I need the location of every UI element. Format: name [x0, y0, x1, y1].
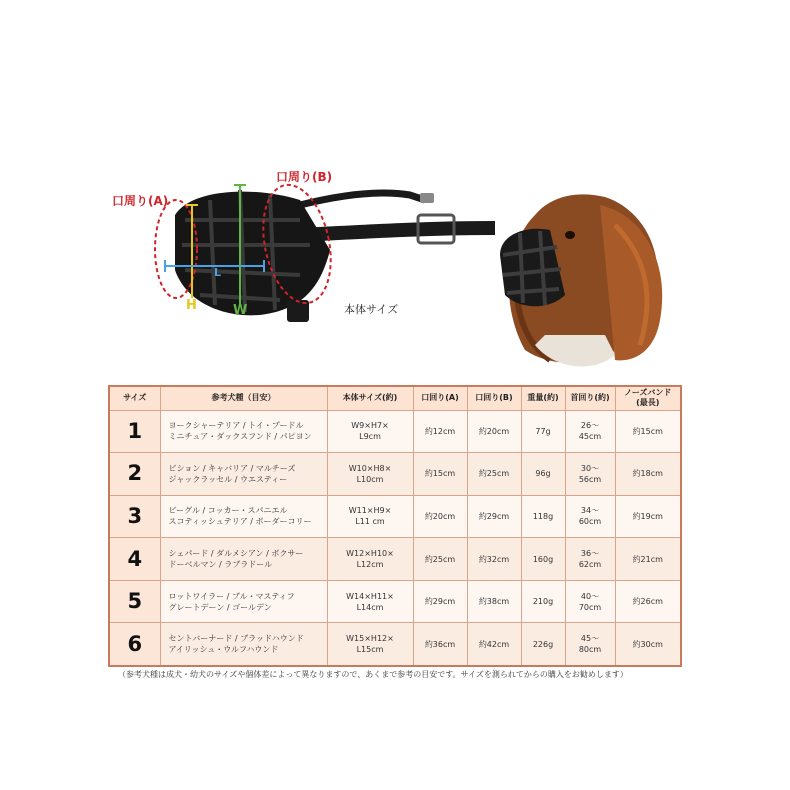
size-table: [108, 385, 682, 667]
table-row: [109, 580, 681, 623]
body-size-cell: W12×H10× L12cm: [327, 538, 413, 581]
breed-cell: [160, 410, 327, 453]
header-body-size: 本体サイズ(約): [327, 386, 413, 410]
breed-cell: [160, 538, 327, 581]
mouth-b-cell: 約38cm: [467, 580, 521, 623]
w-dimension-label: W: [233, 303, 248, 318]
neck-cell: 45～ 80cm: [565, 623, 615, 666]
header-mouth-b: 口回り(B): [467, 386, 521, 410]
breed-line: シェパード / ダルメシアン / ボクサー: [168, 549, 304, 559]
breed-cell: [160, 580, 327, 623]
size-number: 5: [109, 580, 160, 623]
breed-line: ロットワイラー / ブル・マスティフ: [168, 591, 295, 601]
neck-cell: 40～ 70cm: [565, 580, 615, 623]
mouth-a-label: 口周り(A): [112, 194, 169, 208]
body-size-cell: W9×H7× L9cm: [327, 410, 413, 453]
dog-photo: [495, 185, 675, 375]
header-size: サイズ: [109, 386, 160, 410]
breed-cell: [160, 453, 327, 496]
neck-cell: 34～ 60cm: [565, 495, 615, 538]
header-nose-band: ノーズバンド (最長): [615, 386, 681, 410]
weight-cell: 160g: [521, 538, 565, 581]
size-number: 1: [109, 410, 160, 453]
weight-cell: 96g: [521, 453, 565, 496]
mouth-b-label: 口周り(B): [276, 170, 333, 184]
breed-line: ヨークシャーテリア / トイ・プードル: [168, 421, 304, 431]
body-size-cell: W10×H8× L10cm: [327, 453, 413, 496]
breed-line: スコティッシュテリア / ボーダーコリー: [168, 517, 312, 527]
body-size-cell: W15×H12× L15cm: [327, 623, 413, 666]
muzzle-diagram: [0, 0, 500, 340]
product-figure: [0, 0, 790, 380]
neck-cell: 26～ 45cm: [565, 410, 615, 453]
mouth-b-cell: 約32cm: [467, 538, 521, 581]
size-number: 6: [109, 623, 160, 666]
nose-band-cell: 約21cm: [615, 538, 681, 581]
l-dimension-label: L: [214, 266, 222, 279]
table-row: [109, 453, 681, 496]
breed-line: ビション / キャバリア / マルチーズ: [168, 463, 296, 473]
body-size-label: 本体サイズ: [344, 303, 399, 316]
weight-cell: 226g: [521, 623, 565, 666]
size-number: 3: [109, 495, 160, 538]
mouth-b-cell: 約42cm: [467, 623, 521, 666]
breed-line: ジャックラッセル / ウエスティー: [168, 474, 288, 484]
nose-band-cell: 約18cm: [615, 453, 681, 496]
mouth-a-cell: 約12cm: [413, 410, 467, 453]
table-row: [109, 623, 681, 666]
breed-cell: [160, 495, 327, 538]
breed-line: グレートデーン / ゴールデン: [168, 602, 272, 612]
body-size-cell: W11×H9× L11 cm: [327, 495, 413, 538]
table-row: [109, 410, 681, 453]
table-row: [109, 538, 681, 581]
header-neck: 首回り(約): [565, 386, 615, 410]
mouth-a-cell: 約15cm: [413, 453, 467, 496]
neck-cell: 36～ 62cm: [565, 538, 615, 581]
mouth-a-cell: 約25cm: [413, 538, 467, 581]
mouth-b-cell: 約29cm: [467, 495, 521, 538]
weight-cell: 118g: [521, 495, 565, 538]
body-size-cell: W14×H11× L14cm: [327, 580, 413, 623]
mouth-a-cell: 約36cm: [413, 623, 467, 666]
footnote: （参考犬種は成犬・幼犬のサイズや個体差によって異なりますので、あくまで参考の目安です。サイズを測られてからの購入をお勧めします）: [118, 670, 628, 679]
size-number: 2: [109, 453, 160, 496]
table-row: [109, 495, 681, 538]
table-header-row: [109, 386, 681, 410]
mouth-b-cell: 約20cm: [467, 410, 521, 453]
header-mouth-a: 口回り(A): [413, 386, 467, 410]
nose-band-cell: 約26cm: [615, 580, 681, 623]
weight-cell: 210g: [521, 580, 565, 623]
breed-line: ミニチュア・ダックスフンド / パピヨン: [168, 432, 312, 442]
mouth-b-cell: 約25cm: [467, 453, 521, 496]
size-number: 4: [109, 538, 160, 581]
mouth-a-cell: 約20cm: [413, 495, 467, 538]
breed-line: アイリッシュ・ウルフハウンド: [168, 645, 279, 655]
h-dimension-label: H: [186, 298, 197, 313]
header-breed: 参考犬種（目安）: [160, 386, 327, 410]
breed-line: セントバーナード / ブラッドハウンド: [168, 634, 304, 644]
nose-band-cell: 約15cm: [615, 410, 681, 453]
mouth-a-cell: 約29cm: [413, 580, 467, 623]
breed-line: ドーベルマン / ラブラドール: [168, 560, 273, 570]
breed-cell: [160, 623, 327, 666]
nose-band-cell: 約19cm: [615, 495, 681, 538]
neck-cell: 30～ 56cm: [565, 453, 615, 496]
weight-cell: 77g: [521, 410, 565, 453]
header-weight: 重量(約): [521, 386, 565, 410]
breed-line: ビーグル / コッカー・スパニエル: [168, 506, 288, 516]
nose-band-cell: 約30cm: [615, 623, 681, 666]
